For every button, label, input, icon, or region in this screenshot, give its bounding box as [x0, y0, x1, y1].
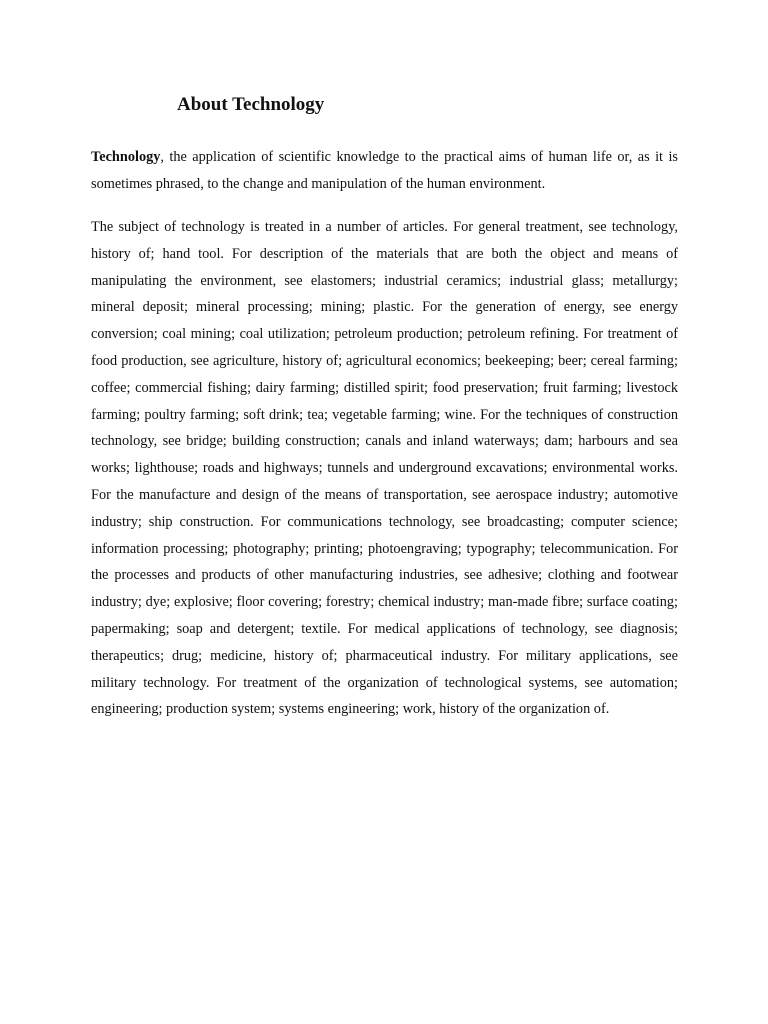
intro-paragraph	[91, 144, 678, 198]
intro-definition: , the application of scientific knowledge to the practical aims of human life or, as it is sometimes phrased, to the change and manipulation of the human environment.	[91, 149, 678, 192]
body-paragraph: The subject of technology is treated in a number of articles. For general treatment, see technology, history of; hand tool. For description of the materials that are both the object and means of manipulating the environment, see elastomers; industrial ceramics; industrial glass; metallurgy; mineral deposit; mineral processing; mining; plastic. For the generation of energy, see energy conversion; coal mining; coal utilization; petroleum production; petroleum refining. For treatment of food production, see agriculture, history of; agricultural economics; beekeeping; beer; cereal farming; coffee; commercial fishing; dairy farming; distilled spirit; food preservation; fruit farming; livestock farming; poultry farming; soft drink; tea; vegetable farming; wine. For the techniques of construction technology, see bridge; building construction; canals and inland waterways; dam; harbours and sea works; lighthouse; roads and highways; tunnels and underground excavations; environmental works. For the manufacture and design of the means of transportation, see aerospace industry; automotive industry; ship construction. For communications technology, see broadcasting; computer science; information processing; photography; printing; photoengraving; typography; telecommunication. For the processes and products of other manufacturing industries, see adhesive; clothing and footwear industry; dye; explosive; floor covering; forestry; chemical industry; man-made fibre; surface coating; papermaking; soap and detergent; textile. For medical applications of technology, see diagnosis; therapeutics; drug; medicine, history of; pharmaceutical industry. For military applications, see military technology. For treatment of the organization of technological systems, see automation; engineering; production system; systems engineering; work, history of the organization of.	[91, 219, 678, 718]
document-title: About Technology	[177, 94, 325, 115]
intro-term: Technology	[91, 149, 161, 165]
